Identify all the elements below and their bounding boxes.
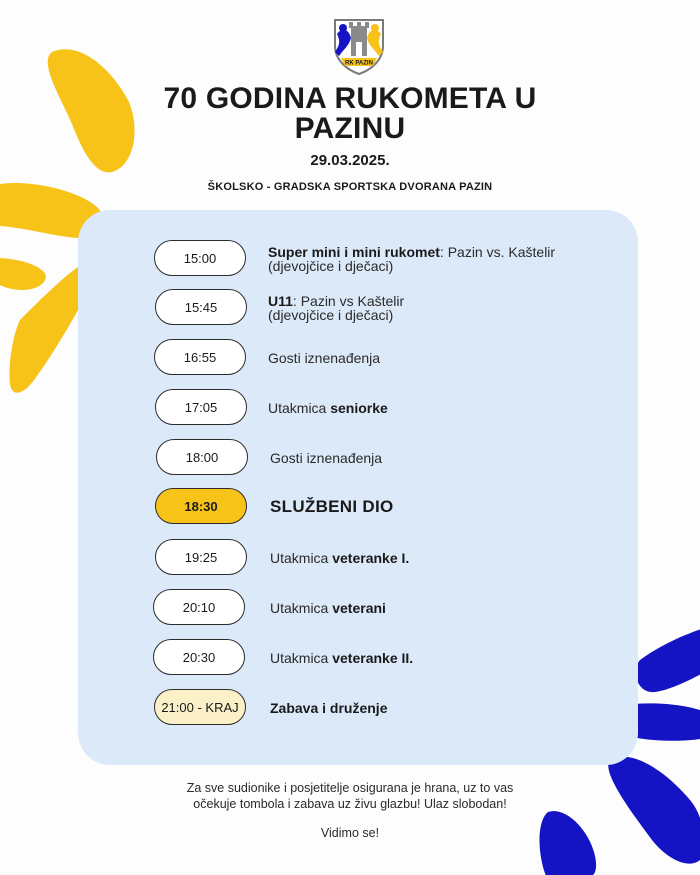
schedule-description bbox=[270, 539, 409, 577]
item-bold: U11 bbox=[268, 293, 293, 309]
schedule-row bbox=[78, 289, 638, 327]
event-date: 29.03.2025. bbox=[310, 152, 390, 169]
club-crest-icon bbox=[327, 12, 391, 76]
item-text: Utakmica bbox=[270, 650, 333, 666]
item-bold: SLUŽBENI DIO bbox=[270, 497, 394, 516]
time-pill: 20:10 bbox=[153, 589, 245, 625]
item-text: Utakmica bbox=[270, 550, 333, 566]
time-pill: 15:45 bbox=[155, 289, 247, 325]
time-pill-highlighted: 18:30 bbox=[155, 488, 247, 524]
schedule-description bbox=[270, 488, 394, 526]
schedule-description bbox=[268, 389, 388, 427]
event-venue: ŠKOLSKO - GRADSKA SPORTSKA DVORANA PAZIN bbox=[207, 181, 493, 193]
item-bold: seniorke bbox=[330, 400, 388, 416]
time-pill: 19:25 bbox=[155, 539, 247, 575]
item-bold: veterani bbox=[332, 600, 386, 616]
schedule-row bbox=[78, 488, 638, 526]
item-text: Gosti iznenađenja bbox=[270, 450, 383, 466]
svg-text:RK PAZIN: RK PAZIN bbox=[345, 60, 373, 67]
club-logo bbox=[327, 12, 391, 76]
item-text: : Pazin vs. Kaštelir bbox=[439, 244, 556, 260]
footer-line-2: očekuje tombola i zabava uz živu glazbu! Ulaz slobodan! bbox=[193, 797, 507, 811]
schedule-description bbox=[268, 339, 380, 377]
time-pill: 15:00 bbox=[154, 240, 246, 276]
schedule-row bbox=[78, 639, 638, 677]
schedule-row bbox=[78, 339, 638, 377]
time-pill-end: 21:00 - KRAJ bbox=[154, 689, 246, 725]
schedule-panel bbox=[78, 210, 638, 765]
schedule-description bbox=[270, 439, 382, 477]
schedule-description bbox=[270, 589, 386, 627]
schedule-description bbox=[268, 240, 555, 278]
item-sub: (djevojčice i dječaci) bbox=[268, 307, 394, 323]
item-text: : Pazin vs Kaštelir bbox=[292, 293, 405, 309]
item-text: Utakmica bbox=[268, 400, 331, 416]
item-sub: (djevojčice i dječaci) bbox=[268, 258, 394, 274]
schedule-description bbox=[270, 689, 387, 727]
item-bold: Super mini i mini rukomet bbox=[268, 244, 440, 260]
item-text: Utakmica bbox=[270, 600, 333, 616]
item-bold: Zabava i druženje bbox=[270, 700, 388, 716]
item-bold: veteranke I. bbox=[332, 550, 410, 566]
title-line-2: PAZINU bbox=[294, 112, 406, 145]
schedule-row bbox=[78, 389, 638, 427]
schedule-row bbox=[78, 539, 638, 577]
item-bold: veteranke II. bbox=[332, 650, 414, 666]
footer-note bbox=[0, 780, 700, 812]
footer-outro: Vidimo se! bbox=[320, 826, 380, 840]
time-pill: 16:55 bbox=[154, 339, 246, 375]
time-pill: 20:30 bbox=[153, 639, 245, 675]
schedule-row bbox=[78, 240, 638, 278]
footer-line-1: Za sve sudionike i posjetitelje osigurana je hrana, uz to vas bbox=[186, 781, 514, 795]
time-pill: 17:05 bbox=[155, 389, 247, 425]
time-pill: 18:00 bbox=[156, 439, 248, 475]
page-title bbox=[0, 84, 700, 144]
schedule-row bbox=[78, 439, 638, 477]
schedule-row bbox=[78, 689, 638, 727]
schedule-description bbox=[268, 289, 404, 327]
schedule-row bbox=[78, 589, 638, 627]
schedule-description bbox=[270, 639, 413, 677]
item-text: Gosti iznenađenja bbox=[268, 350, 381, 366]
title-line-1: 70 GODINA RUKOMETA U bbox=[163, 82, 537, 115]
